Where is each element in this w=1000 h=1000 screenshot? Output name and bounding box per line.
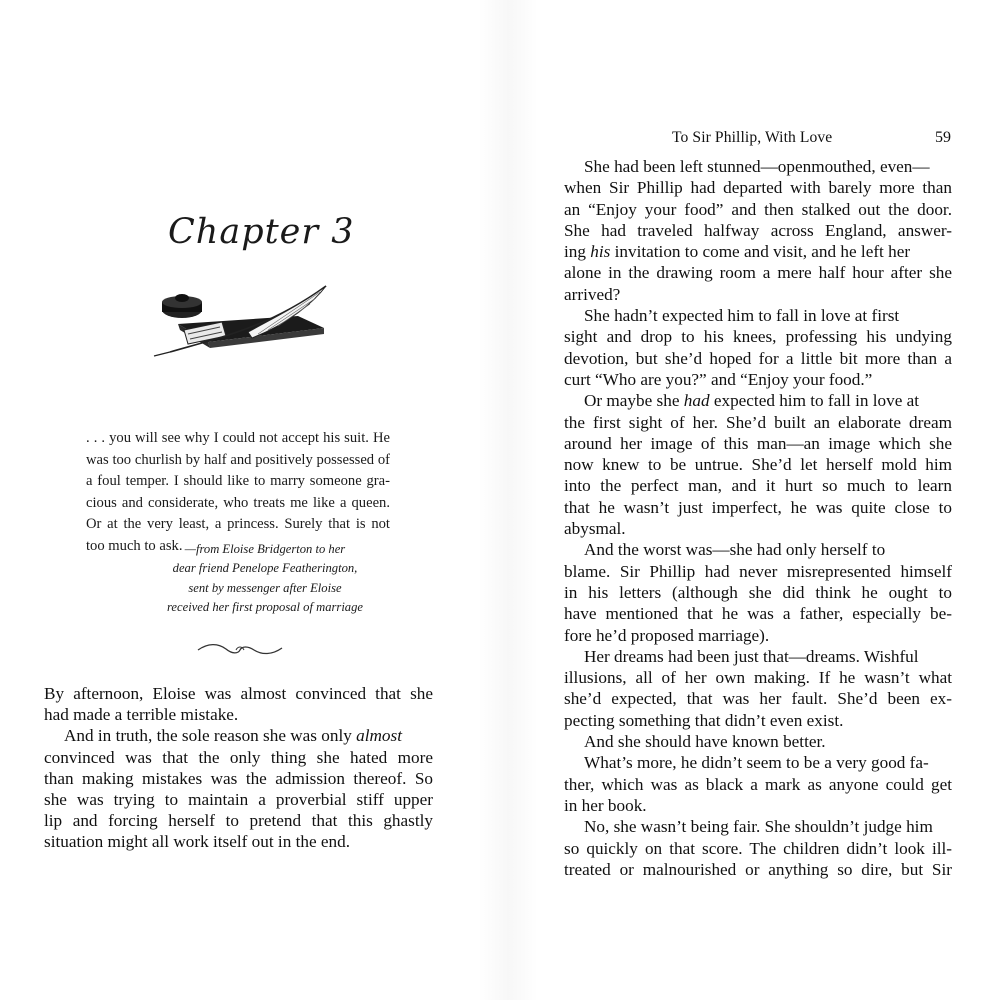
text-line — [564, 390, 952, 411]
text-line: By afternoon, Eloise was almost convinced that she — [44, 684, 433, 703]
text-line: had made a terrible mistake. — [44, 705, 239, 725]
epigraph-line: Or at the very least, a princess. Surely that is not — [86, 516, 390, 533]
text-line: have mentioned that he was a father, especially be- — [564, 604, 952, 624]
text-line: ther, which was as black a mark as anyone could get — [564, 774, 952, 794]
text-line: an “Enjoy your food” and then stalked out the door. — [564, 199, 952, 219]
text-line: the first sight of her. She’d built an elaborate dream — [564, 412, 952, 432]
text-line: Her dreams had been just that—dreams. Wishful — [584, 646, 919, 666]
text-line: abysmal. — [564, 519, 626, 539]
text-run: Or maybe she — [584, 391, 684, 411]
text-line: alone in the drawing room a mere half hour after she — [564, 263, 952, 283]
text-line: into the perfect man, and it hurt so much to learn — [564, 476, 952, 496]
text-line: No, she wasn’t being fair. She shouldn’t judge him — [584, 817, 933, 837]
text-run: expected him to fall in love at — [709, 391, 920, 411]
epigraph-attribution — [140, 540, 390, 618]
text-line: curt “Who are you?” and “Enjoy your food.” — [564, 369, 873, 389]
text-line: treated or malnourished or anything so dire, but Sir — [564, 859, 952, 879]
text-line: in his letters (although she did think he ought to — [564, 582, 952, 602]
text-run: invitation to come and visit, and he left her — [610, 242, 911, 262]
attribution-line: dear friend Penelope Featherington, — [172, 561, 358, 576]
text-line: She had been left stunned—openmouthed, even— — [584, 157, 930, 176]
emphasis-text: his — [590, 242, 611, 262]
attribution-line: sent by messenger after Eloise — [188, 580, 342, 595]
text-line: convinced was that the only thing she hated more — [44, 747, 433, 767]
text-line: devotion, but she’d hoped for a little bit more than a — [564, 348, 952, 368]
chapter-title: Chapter 3 — [168, 212, 355, 252]
epigraph-line: a foul temper. I should like to marry someone gra- — [86, 473, 390, 490]
text-line: illusions, all of her own making. If he wasn’t what — [564, 668, 952, 688]
text-line: sight and drop to his knees, professing his undying — [564, 327, 952, 347]
emphasis-text: had — [683, 391, 710, 411]
text-line — [44, 725, 433, 746]
emphasis-text: almost — [356, 726, 402, 746]
text-line: in her book. — [564, 795, 647, 815]
page-number: 59 — [935, 129, 951, 146]
flourish-divider-icon — [196, 641, 284, 657]
book-gutter — [478, 0, 538, 1000]
text-run: And in truth, the sole reason she was only — [64, 726, 357, 746]
inkwell-quill-book-icon — [148, 280, 338, 360]
text-line: when Sir Phillip had departed with barely more than — [564, 178, 952, 198]
text-line: And the worst was—she had only herself to — [584, 540, 886, 560]
left-page-text — [44, 683, 433, 853]
text-line: now knew to be untrue. She’d let herself mold him — [564, 455, 952, 475]
text-line: around her image of this man—an image which she — [564, 433, 952, 453]
text-line: arrived? — [564, 284, 621, 304]
text-line: And she should have known better. — [584, 732, 826, 752]
text-line: She had traveled halfway across England, answer- — [564, 220, 952, 240]
text-line: she was trying to maintain a proverbial stiff upper — [44, 790, 433, 810]
running-head: To Sir Phillip, With Love — [672, 129, 833, 146]
attribution-line: —from Eloise Bridgerton to her — [184, 542, 346, 556]
text-line: that he wasn’t just imperfect, he was quite close to — [564, 497, 952, 517]
attribution-line: received her first proposal of marriage — [167, 600, 363, 615]
epigraph-line: cious and considerate, who treats me like a queen. — [86, 494, 390, 511]
right-page-text — [564, 156, 952, 880]
text-line: she’d expected, that was her fault. She’d been ex- — [564, 689, 952, 709]
text-line: fore he’d proposed marriage). — [564, 625, 770, 645]
epigraph-line: too much to ask. — [86, 537, 183, 554]
text-line: pecting something that didn’t even exist. — [564, 710, 844, 730]
epigraph-line: . . . you will see why I could not accept his suit. He — [86, 430, 390, 446]
text-line: lip and forcing herself to pretend that this ghastly — [44, 811, 433, 831]
epigraph-line: was too churlish by half and positively possessed of — [86, 451, 390, 468]
text-line — [564, 241, 952, 262]
text-line: situation might all work itself out in the end. — [44, 832, 350, 852]
text-line: blame. Sir Phillip had never misrepresented himself — [564, 561, 952, 581]
chapter-epigraph — [86, 428, 390, 558]
text-line: What’s more, he didn’t seem to be a very good fa- — [584, 753, 929, 773]
text-line: than making mistakes was the admission thereof. So — [44, 768, 433, 788]
text-line: She hadn’t expected him to fall in love at first — [584, 306, 900, 326]
text-line: so quickly on that score. The children didn’t look ill- — [564, 838, 952, 858]
text-run: ing — [564, 242, 591, 262]
